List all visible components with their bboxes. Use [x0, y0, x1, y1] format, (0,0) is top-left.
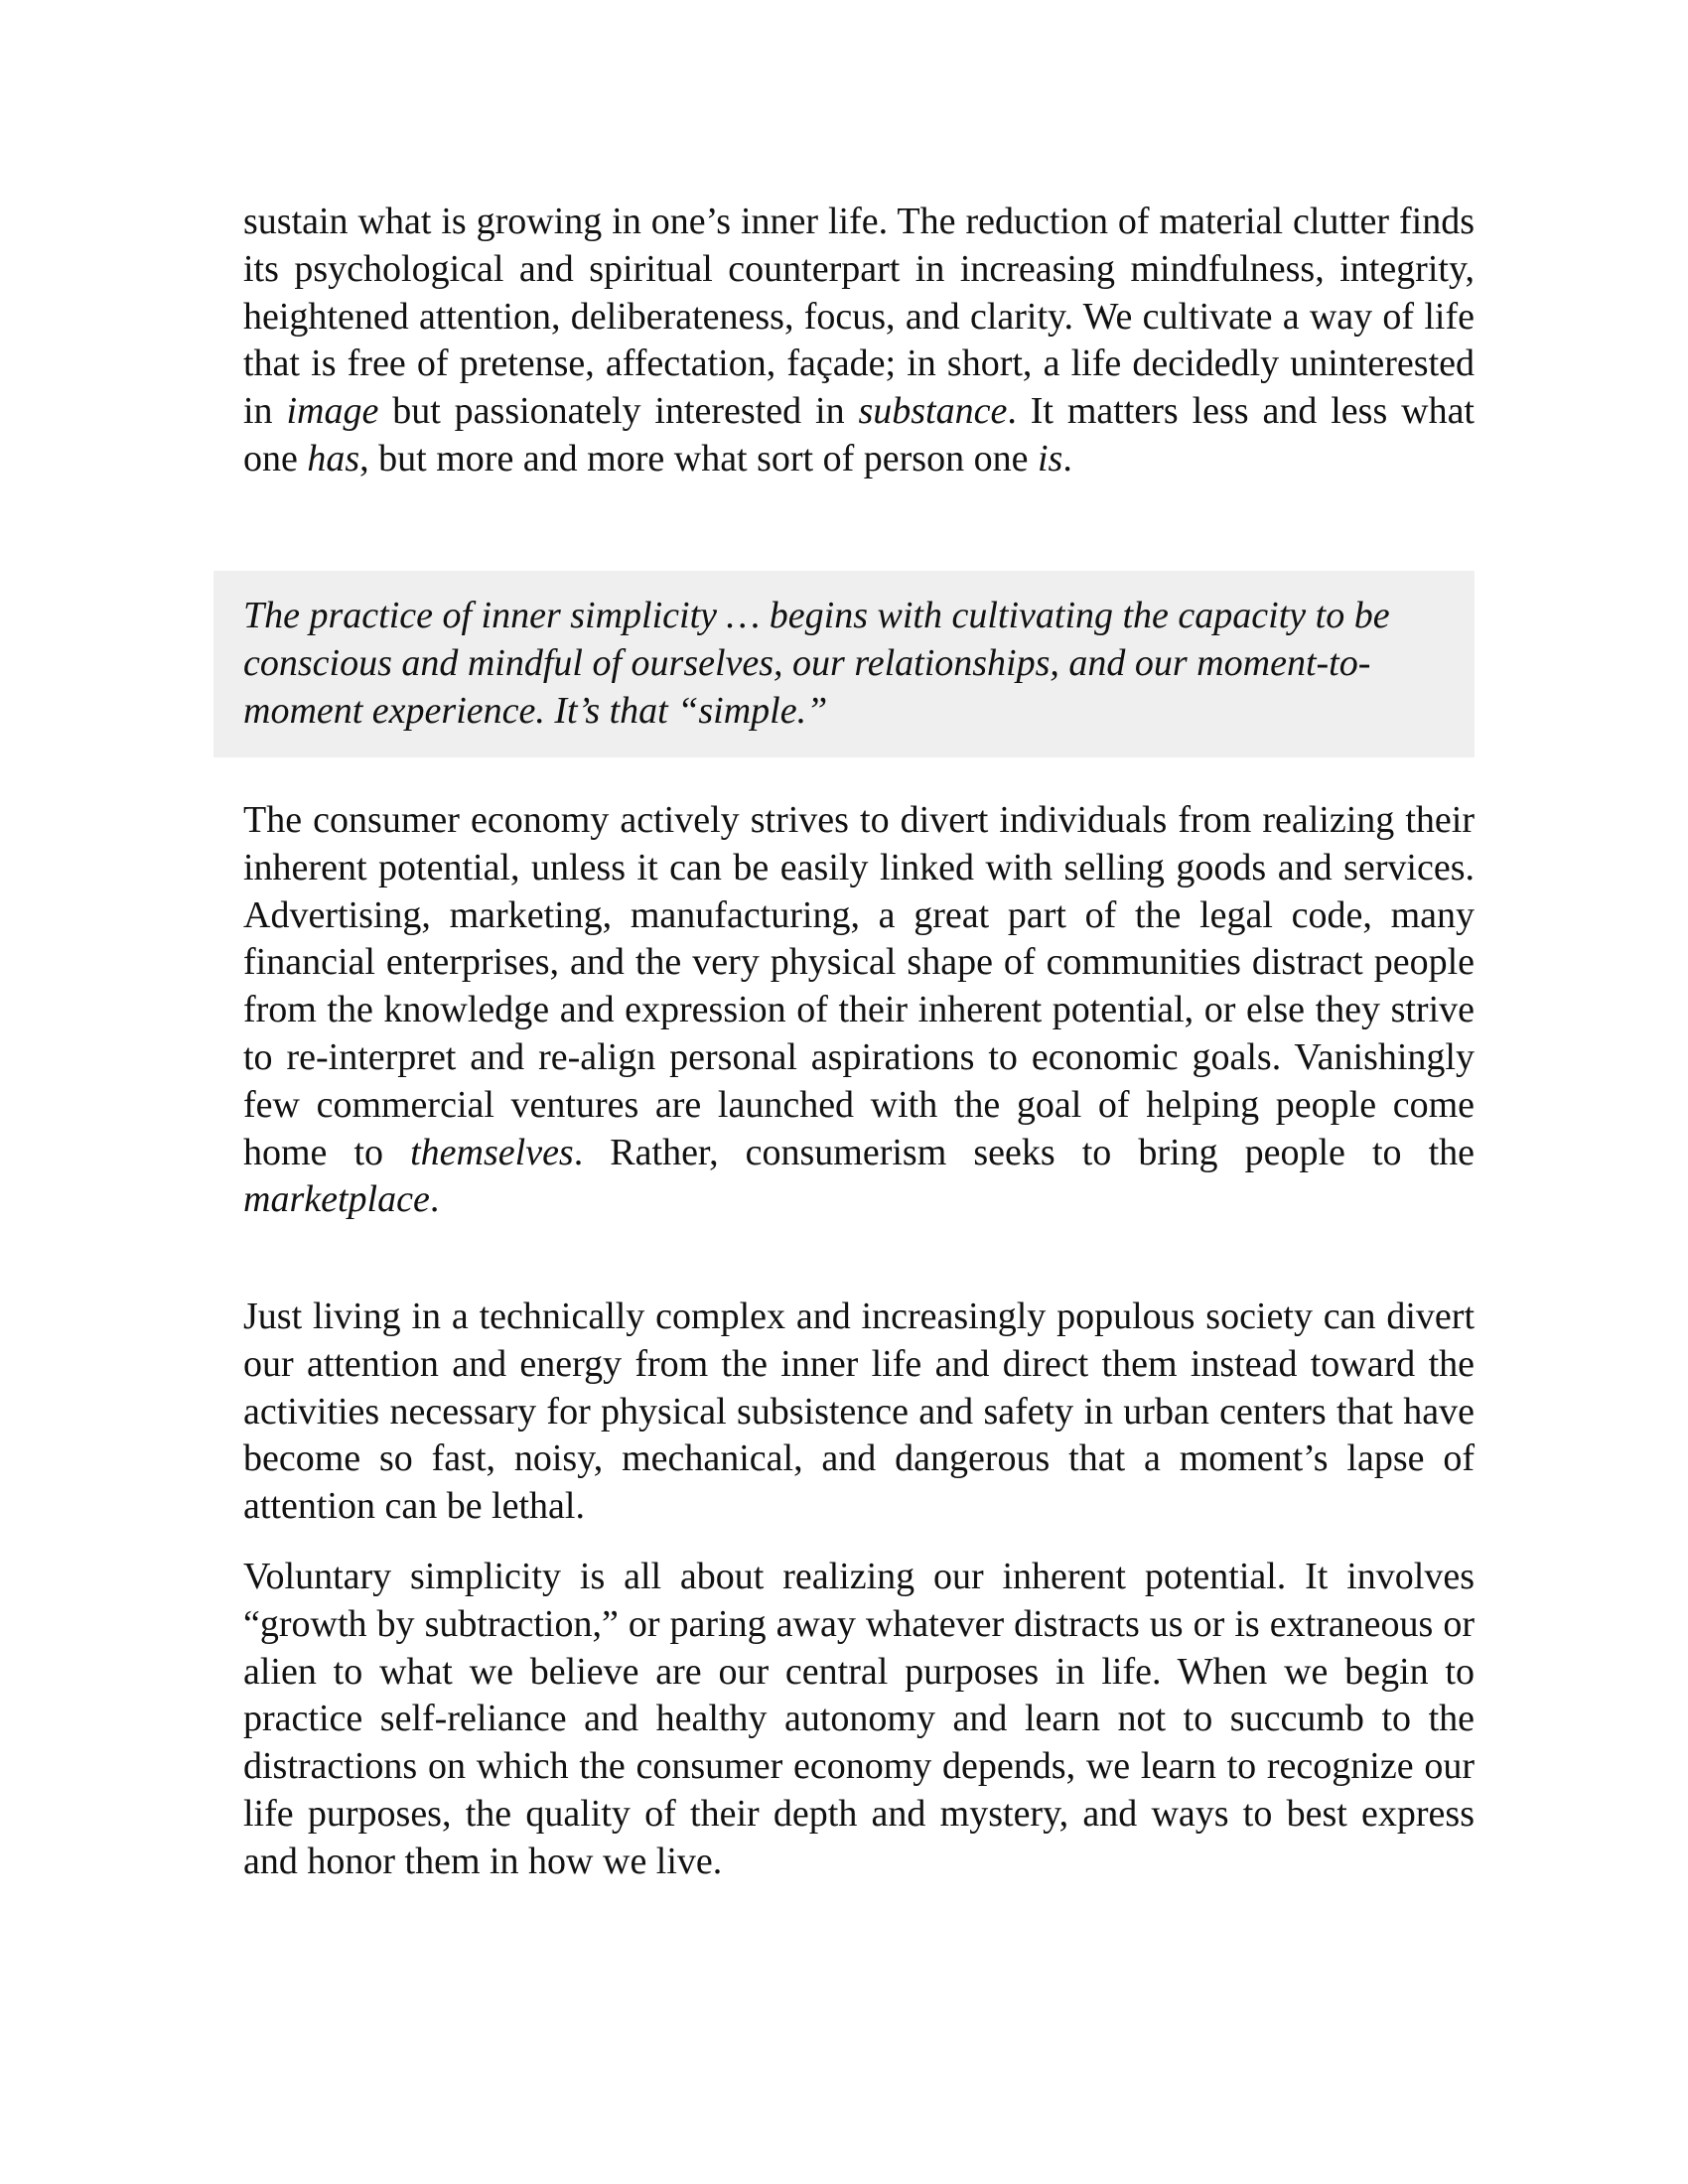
pull-quote-text: The practice of inner simplicity … begins with cultivating the capacity to be conscious and mindful of ourselves, our relationships, and our moment-to-moment experience. It’s that “simple.” — [243, 595, 1390, 732]
emphasis-is: is — [1037, 437, 1063, 479]
para-1-text-b: but passionately interested in — [378, 390, 859, 433]
emphasis-has: has — [307, 437, 360, 479]
para-2-text-b: . Rather, consumerism seeks to bring people to the — [573, 1131, 1476, 1173]
body-paragraph-1 — [243, 199, 1475, 483]
body-paragraph-4: Voluntary simplicity is all about realizing our inherent potential. It involves “growth by subtraction,” or paring away whatever distracts us or is extraneous or alien to what we believe are our central purposes in life. When we begin to practice self-reliance and healthy autonomy and learn not to succumb to the distractions on which the consumer economy depends, we learn to recognize our life purposes, the quality of their depth and mystery, and ways to best express and honor them in how we live. — [243, 1556, 1475, 1882]
para-1-text-a: sustain what is growing in one’s inner life. The reduction of material clutter finds its psychological and spiritual counterpart in increasing mindfulness, integrity, heightened attention, deliberateness, focus, and clarity. We cultivate a way of life that is free of pretense, affectation, façade; in short, a life decidedly uninterested in — [243, 201, 1475, 433]
body-paragraph-2 — [243, 797, 1475, 1224]
pull-quote-box — [213, 571, 1475, 757]
para-2-text-c: . — [429, 1178, 440, 1221]
para-2-text-a: The consumer economy actively strives to divert individuals from realizing their inherent potential, unless it can be easily linked with selling goods and services. Advertising, marketing, manufacturing, a great part of the legal code, many financial enterprises, and the very physical shape of communities distract people from the knowledge and expression of their inherent potential, or else they strive to re-interpret and re-align personal aspirations to economic goals. Vanishingly few commercial ventures are launched with the goal of helping people come home to — [243, 799, 1475, 1173]
para-1-text-c: . It matters less and less what one — [243, 390, 1475, 479]
para-1-text-d: , but more and more what sort of person one — [359, 437, 1038, 479]
emphasis-marketplace: marketplace — [243, 1178, 430, 1221]
emphasis-substance: substance — [858, 390, 1008, 433]
para-1-text-e: . — [1062, 437, 1072, 479]
body-paragraph-3: Just living in a technically complex and increasingly populous society can divert our attention and energy from the inner life and direct them instead toward the activities necessary for physical subsistence and safety in urban centers that have become so fast, noisy, mechanical, and dangerous that a moment’s lapse of attention can be lethal. — [243, 1296, 1475, 1528]
emphasis-themselves: themselves — [410, 1131, 574, 1173]
emphasis-image: image — [286, 390, 379, 433]
